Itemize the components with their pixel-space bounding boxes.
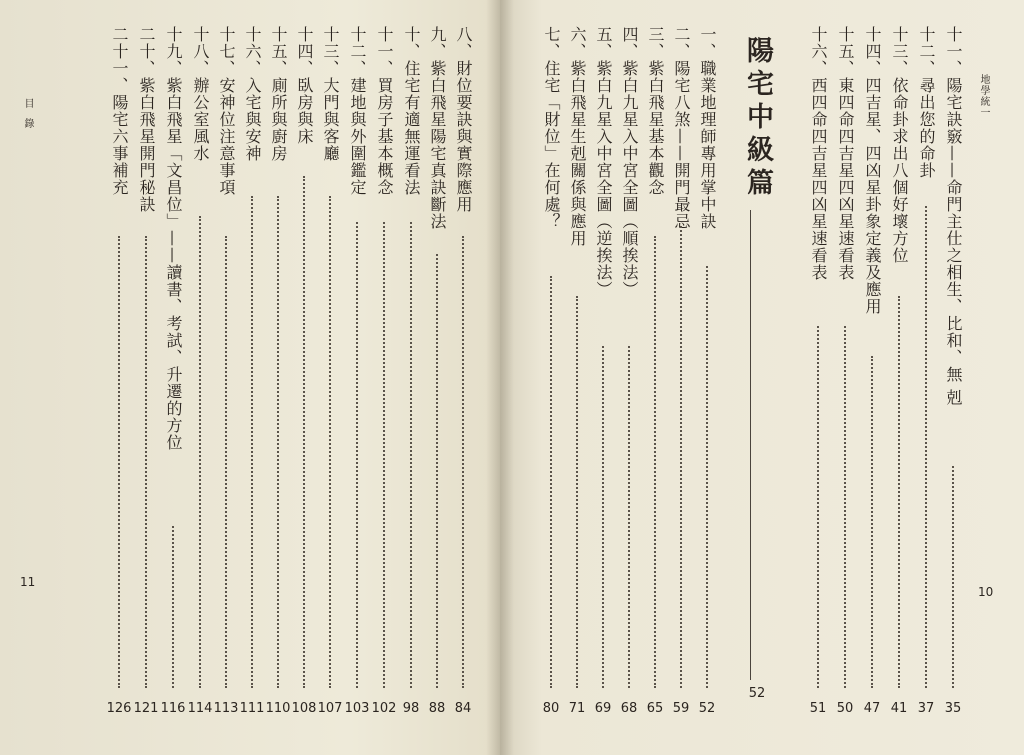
toc-entry-title: 六、紫白飛星生剋關係與應用 (568, 26, 587, 247)
toc-entry-page: 50 (836, 701, 854, 716)
toc-entry-page: 80 (542, 701, 560, 716)
toc-leader-dots (550, 276, 552, 688)
toc-leader-dots (925, 206, 927, 688)
toc-entry-title: 十一、陽宅訣竅——命門主仕之相生、比和、無 剋 (944, 26, 963, 407)
toc-entry-title: 十五、東四命四吉星四凶星速看表 (836, 26, 855, 281)
toc-entry-page: 103 (344, 701, 370, 716)
toc-entry-title: 二、陽宅八煞——開門最忌 (672, 26, 691, 230)
book-gutter (486, 0, 514, 755)
left-page-number: 11 (20, 575, 36, 589)
section-rule (750, 210, 751, 680)
toc-entry-title: 二十、紫白飛星開門秘訣 (137, 26, 156, 213)
toc-leader-dots (199, 216, 201, 688)
right-running-head: 地學統一 (978, 74, 989, 118)
toc-entry-title: 十三、依命卦求出八個好壞方位 (890, 26, 909, 264)
toc-entry-title: 十、住宅有適無運看法 (402, 26, 421, 196)
toc-entry-page: 102 (371, 701, 397, 716)
toc-leader-dots (329, 196, 331, 688)
toc-entry[interactable] (540, 26, 562, 716)
toc-entry-title: 十五、廁所與廚房 (269, 26, 288, 162)
toc-entry-title: 七、住宅「財位」在何處？ (542, 26, 561, 230)
toc-entry[interactable] (291, 26, 317, 716)
toc-entry[interactable] (566, 26, 588, 716)
toc-entry-page: 108 (291, 701, 317, 716)
toc-leader-dots (654, 236, 656, 688)
toc-entry-title: 十八、辦公室風水 (191, 26, 210, 162)
toc-entry-page: 114 (187, 701, 213, 716)
toc-entry[interactable] (426, 26, 448, 716)
toc-leader-dots (952, 466, 954, 688)
toc-leader-dots (277, 196, 279, 688)
toc-entry[interactable] (160, 26, 186, 716)
toc-entry-title: 十三、大門與客廳 (321, 26, 340, 162)
toc-entry[interactable] (834, 26, 856, 716)
toc-entry-title: 一、職業地理師專用掌中訣 (698, 26, 717, 230)
toc-leader-dots (436, 254, 438, 688)
toc-entry[interactable] (187, 26, 213, 716)
toc-entry-title: 十六、入宅與安神 (243, 26, 262, 162)
left-running-head: 目錄 (22, 98, 33, 138)
toc-entry-title: 十二、尋出您的命卦 (917, 26, 936, 179)
toc-entry[interactable] (888, 26, 910, 716)
toc-entry-page: 65 (646, 701, 664, 716)
toc-leader-dots (844, 326, 846, 688)
toc-leader-dots (172, 526, 174, 688)
toc-entry-page: 35 (944, 701, 962, 716)
toc-leader-dots (225, 236, 227, 688)
toc-entry-page: 69 (594, 701, 612, 716)
toc-leader-dots (303, 176, 305, 688)
toc-entry[interactable] (106, 26, 132, 716)
toc-entry-title: 三、紫白飛星基本觀念 (646, 26, 665, 196)
toc-entry[interactable] (371, 26, 397, 716)
toc-entry-page: 68 (620, 701, 638, 716)
toc-entry-title: 八、財位要訣與實際應用 (454, 26, 473, 213)
toc-entry-title: 十九、紫白飛星「文昌位」——讀書、考試、升遷的方位 (164, 26, 183, 451)
toc-leader-dots (898, 296, 900, 688)
toc-entry-page: 51 (809, 701, 827, 716)
toc-entry-page: 107 (317, 701, 343, 716)
toc-entry-page: 113 (213, 701, 239, 716)
section-page-number: 52 (748, 686, 766, 701)
toc-leader-dots (576, 296, 578, 688)
toc-entry-title: 十二、建地與外圍鑑定 (348, 26, 367, 196)
toc-entry[interactable] (618, 26, 640, 716)
toc-entry-title: 十四、四吉星、四凶星卦象定義及應用 (863, 26, 882, 315)
toc-leader-dots (602, 346, 604, 688)
toc-entry[interactable] (644, 26, 666, 716)
toc-entry-title: 九、紫白飛星陽宅真訣斷法 (428, 26, 447, 230)
toc-entry-title: 五、紫白九星入中宮全圖（逆挨法） (594, 26, 613, 298)
toc-leader-dots (628, 346, 630, 688)
toc-entry[interactable] (213, 26, 239, 716)
toc-entry-title: 二十一、陽宅六事補充 (110, 26, 129, 196)
toc-leader-dots (118, 236, 120, 688)
toc-entry-page: 59 (672, 701, 690, 716)
toc-entry-page: 98 (402, 701, 420, 716)
toc-entry[interactable] (400, 26, 422, 716)
toc-entry[interactable] (344, 26, 370, 716)
toc-entry-page: 71 (568, 701, 586, 716)
toc-entry-page: 84 (454, 701, 472, 716)
toc-entry[interactable] (265, 26, 291, 716)
toc-entry-page: 111 (239, 701, 265, 716)
toc-leader-dots (871, 356, 873, 688)
toc-entry-page: 37 (917, 701, 935, 716)
toc-entry[interactable] (452, 26, 474, 716)
toc-entry-title: 十七、安神位注意事項 (217, 26, 236, 196)
toc-leader-dots (817, 326, 819, 688)
toc-entry-title: 四、紫白九星入中宮全圖（順挨法） (620, 26, 639, 298)
toc-entry-title: 十四、臥房與床 (295, 26, 314, 145)
toc-entry[interactable] (133, 26, 159, 716)
toc-entry[interactable] (670, 26, 692, 716)
toc-entry[interactable] (861, 26, 883, 716)
toc-entry-page: 88 (428, 701, 446, 716)
toc-leader-dots (383, 222, 385, 688)
toc-entry-page: 126 (106, 701, 132, 716)
toc-entry[interactable] (942, 26, 964, 716)
toc-entry-title: 十六、西四命四吉星四凶星速看表 (809, 26, 828, 281)
toc-entry-page: 121 (133, 701, 159, 716)
toc-entry[interactable] (317, 26, 343, 716)
toc-leader-dots (462, 236, 464, 688)
toc-entry-page: 52 (698, 701, 716, 716)
toc-entry[interactable] (592, 26, 614, 716)
toc-entry-page: 116 (160, 701, 186, 716)
toc-entry[interactable] (239, 26, 265, 716)
toc-entry[interactable] (807, 26, 829, 716)
toc-leader-dots (145, 236, 147, 688)
toc-leader-dots (410, 222, 412, 688)
section-title: 陽宅中級篇 (742, 36, 773, 201)
toc-entry-page: 110 (265, 701, 291, 716)
toc-leader-dots (680, 226, 682, 688)
toc-leader-dots (706, 266, 708, 688)
toc-entry[interactable] (696, 26, 718, 716)
toc-entry-page: 41 (890, 701, 908, 716)
toc-entry-title: 十一、買房子基本概念 (375, 26, 394, 196)
toc-leader-dots (251, 196, 253, 688)
toc-entry[interactable] (915, 26, 937, 716)
right-page-number: 10 (978, 585, 994, 599)
toc-entry-page: 47 (863, 701, 881, 716)
toc-leader-dots (356, 222, 358, 688)
